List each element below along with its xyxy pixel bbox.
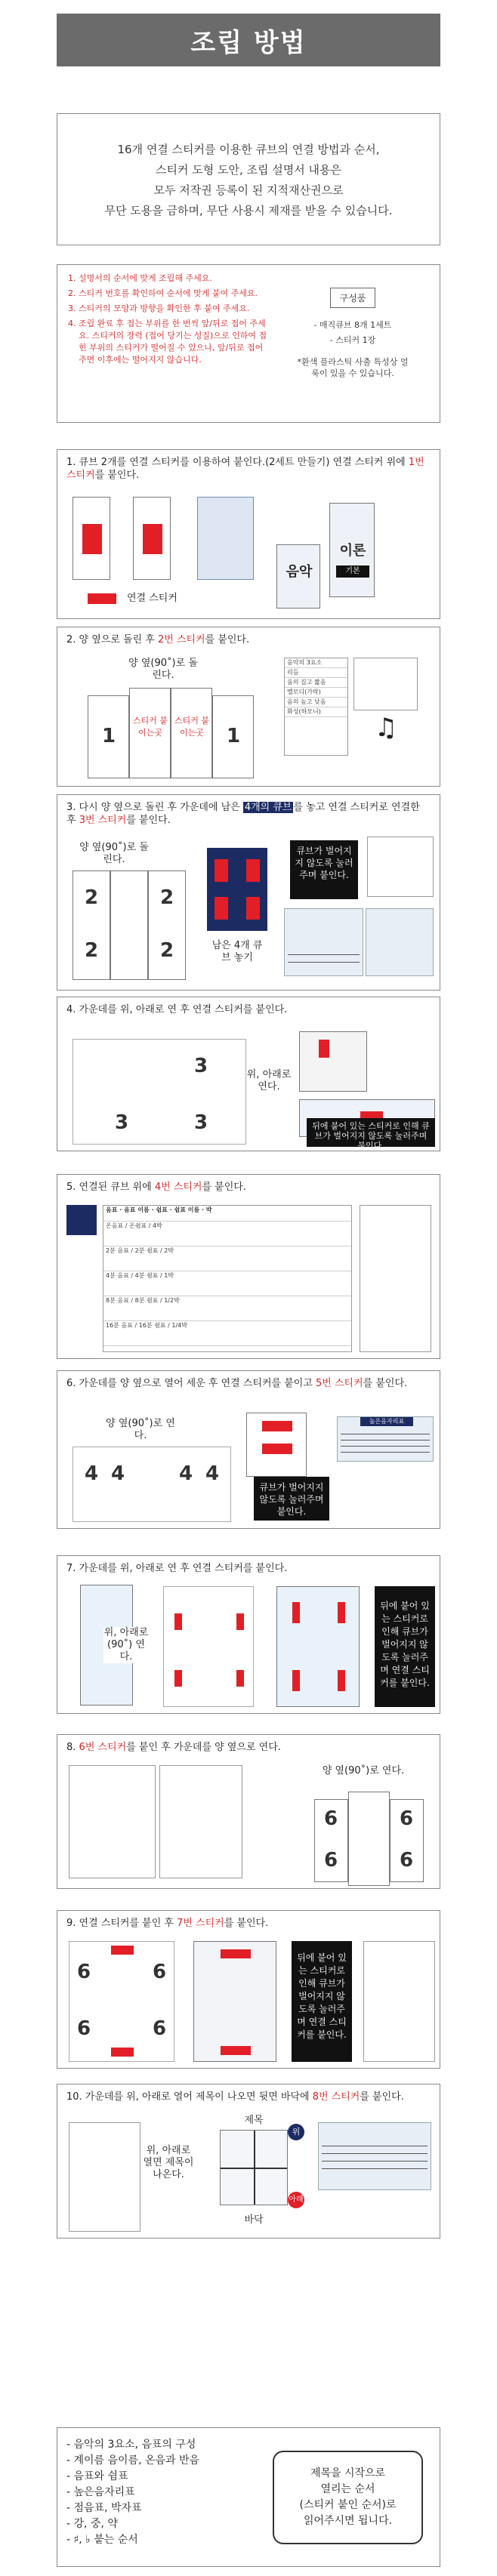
step-title — [66, 1181, 432, 1194]
cube-block — [207, 848, 267, 931]
sticker-sheet-preview — [197, 497, 254, 580]
reading-line: 제목을 시작으로 — [310, 2467, 386, 2479]
legend-label: 연결 스티커 — [127, 593, 178, 604]
sticker-number: 3번 스티커 — [79, 815, 127, 826]
step-title-text: 를 붙인다. — [126, 815, 171, 826]
step-title — [66, 456, 432, 482]
sticker-panel — [129, 688, 171, 778]
step-title-text: 를 붙인다. — [205, 634, 250, 646]
warning-box: 뒤에 붙어 있는 스티커로 인해 큐브가 벌어지지 않도록 눌러주며 연결 스티커를 붙인다. — [292, 1941, 352, 2062]
step-title — [66, 633, 432, 646]
step-number: 6 — [77, 1961, 91, 1983]
cover-label: 음악 — [286, 564, 313, 580]
note-name: 8분 음표 — [106, 1297, 129, 1304]
topic-item: - 계이름 음이름, 온음과 반음 — [66, 2454, 200, 2467]
warning-box: 뒤에 붙어 있는 스티커로 인해 큐브가 벌어지지 않도록 눌러주며 연결 스티커를 붙인다. — [375, 1586, 435, 1707]
connect-sticker — [262, 1421, 292, 1431]
staff-line — [288, 962, 360, 963]
reading-line: 열리는 순서 — [320, 2483, 375, 2495]
beat-value: 1박 — [164, 1272, 174, 1279]
connect-sticker — [292, 1602, 300, 1623]
step-number: 6 — [324, 1849, 338, 1872]
step-title-text: 를 붙인 후 가운데를 양 옆으로 연다. — [126, 1742, 281, 1753]
connect-sticker — [221, 2046, 251, 2055]
table-row: 온음표 / 온쉼표 / 4박 — [103, 1222, 351, 1246]
topic-item: - 음표와 쉼표 — [66, 2470, 128, 2482]
open-label: 양 옆(90˚)로 연다. — [106, 1418, 175, 1441]
connect-sticker — [262, 1444, 292, 1454]
topic-item: - 점음표, 박자표 — [66, 2502, 142, 2514]
connect-sticker — [338, 1670, 345, 1691]
copyright-line: 16개 연결 스티커를 이용한 큐브의 연결 방법과 순서, — [117, 142, 380, 156]
step-number: 2 — [85, 886, 99, 909]
notes-rests-table — [103, 1205, 352, 1352]
step-number: 3 — [194, 1055, 208, 1077]
step-6 — [57, 1370, 440, 1529]
treble-clef-staff — [337, 1416, 434, 1462]
cube-preview — [299, 1031, 367, 1092]
rest-name: 16분 쉼표 — [138, 1322, 166, 1329]
unfolded-cube — [163, 1586, 254, 1707]
step-title-text: 를 붙인다. — [202, 1182, 246, 1193]
copyright-line: 무단 도용을 금하며, 무단 사용시 제재를 받을 수 있습니다. — [104, 203, 393, 217]
cover-label: 이론 — [339, 543, 366, 559]
page-title: 조립 방법 — [57, 14, 440, 66]
rest-name: 4분 쉼표 — [134, 1272, 159, 1279]
beat-value: 1/2박 — [164, 1297, 180, 1304]
cover-card-theory — [329, 503, 375, 597]
sticker-area-label: 스티커 붙이는곳 — [133, 716, 168, 738]
note-name: 2분 음표 — [106, 1247, 129, 1254]
connect-sticker — [111, 1946, 134, 1955]
rule-item: 3. 스티커의 모양과 방향을 확인한 후 붙여 주세요. — [79, 303, 267, 315]
staff-title: 높은음자리표 — [360, 1417, 413, 1426]
step-number: 3 — [194, 1111, 208, 1134]
open-label: 위, 아래로(90˚) 연다. — [103, 1627, 149, 1662]
sticker-panel — [171, 688, 212, 778]
sheet-row: 음의 높고 낮음 — [285, 698, 347, 707]
step-number: 1 — [102, 725, 116, 747]
sticker-3-sheet — [367, 837, 434, 897]
assembly-notice — [57, 264, 440, 423]
sticker-number: 8번 스티커 — [312, 2091, 360, 2103]
open-label: 위, 아래로 연다. — [246, 1069, 292, 1092]
connect-sticker — [319, 1040, 329, 1058]
step-4 — [57, 997, 440, 1151]
connect-sticker — [236, 1670, 244, 1687]
step-number: 2 — [160, 939, 174, 962]
beat-value: 2박 — [164, 1247, 174, 1254]
connect-sticker — [236, 1613, 244, 1630]
cube-panel — [390, 1799, 424, 1882]
staff-line — [322, 2161, 428, 2162]
step-title-text: 1. 큐브 2개를 연결 스티커를 이용하여 붙인다.(2세트 만들기) 연결 스티커 위에 — [66, 457, 409, 468]
sticker-number: 6번 스티커 — [79, 1742, 127, 1753]
warning-box: 큐브가 벌어지지 않도록 눌러주며 붙인다. — [290, 840, 358, 899]
connect-sticker — [221, 1949, 251, 1958]
open-label: 위, 아래로 열면 제목이 나온다. — [143, 2145, 194, 2180]
component-item: - 매직큐브 8개 1세트 — [313, 320, 392, 330]
step-title — [66, 1917, 432, 1930]
table-header-row: 음표 · 음표 이름 · 쉼표 · 쉼표 이름 · 박 — [103, 1206, 351, 1222]
legend-swatch — [88, 593, 116, 604]
solfege-diagram — [366, 908, 434, 976]
warning-box: 큐브가 벌어지지 않도록 눌러주며 붙인다. — [254, 1477, 329, 1521]
table-row: 8분 음표 / 8분 쉼표 / 1/2박 — [103, 1296, 351, 1321]
up-badge: 위 — [288, 2124, 304, 2140]
cube-panel — [110, 870, 148, 980]
cube-card — [133, 497, 171, 580]
top-label: 제목 — [244, 2115, 264, 2126]
step-1 — [57, 449, 440, 619]
sticker-6-sheet — [69, 1765, 156, 1878]
connect-sticker — [215, 897, 228, 920]
table-header: 쉼표 — [156, 1206, 168, 1213]
note-name: 온음표 — [106, 1222, 124, 1229]
staff-line — [341, 1440, 430, 1441]
beat-value: 1/4박 — [171, 1322, 188, 1329]
piano-keys-diagram — [284, 908, 363, 976]
copyright-notice — [57, 113, 440, 245]
cube-photo — [80, 1585, 149, 1706]
sticker-number: 4번 스티커 — [154, 1182, 202, 1193]
connect-sticker — [292, 1670, 300, 1691]
sharp-flat-staff — [318, 2122, 431, 2190]
table-row: 2분 음표 / 2분 쉼표 / 2박 — [103, 1246, 351, 1271]
rule-item: 4. 조립 완료 후 접는 부위를 한 번씩 앞/뒤로 접어 주세요. 스티커의 장력 (접어 당기는 성질)으로 인하여 접힌 부위의 스티커가 떨어질 수 있으나, 앞/뒤로 접어주면 이후에는 떨어지지 않습니다. — [79, 318, 267, 366]
table-badge — [66, 1205, 97, 1235]
step-8 — [57, 1734, 440, 1889]
connect-sticker — [174, 1670, 182, 1687]
step-title-text: 8. — [66, 1742, 79, 1753]
step-title-text: 를 붙인다. — [224, 1918, 269, 1929]
connect-sticker — [143, 524, 162, 554]
sheet-row: 리듬 — [285, 668, 347, 678]
note-name: 4분 음표 — [106, 1272, 129, 1279]
step-title-text: 9. 연결 스티커를 붙인 후 — [66, 1918, 178, 1929]
topic-item: - ♯, ♭ 붙는 순서 — [66, 2534, 138, 2546]
staff-line — [341, 1446, 430, 1447]
step-title-text: 3. 다시 양 옆으로 돌린 후 가운데에 남은 — [66, 802, 243, 813]
step-title-text: 10. 가운데를 위, 아래로 열어 제목이 나오면 뒷면 바닥에 — [66, 2091, 313, 2103]
unfolded-cube — [73, 1447, 231, 1522]
components-header: 구성품 — [330, 288, 376, 308]
step-number: 6 — [400, 1849, 414, 1872]
fold-line — [254, 2131, 255, 2205]
step-number: 6 — [77, 2017, 91, 2040]
highlight-text: 4개의 큐브 — [244, 802, 292, 813]
cube-panel — [148, 870, 186, 980]
table-row: 16분 음표 / 16분 쉼표 / 1/4박 — [103, 1321, 351, 1346]
connect-sticker — [215, 859, 228, 882]
connect-sticker — [246, 859, 260, 882]
sticker-8-sheet — [69, 2122, 140, 2232]
step-7 — [57, 1555, 440, 1714]
components-panel — [296, 288, 409, 379]
step-2 — [57, 627, 440, 787]
sheet-row: 음의 길고 짧음 — [285, 678, 347, 688]
cube-panel — [212, 695, 254, 778]
step-title — [66, 2091, 432, 2103]
copyright-line: 스티커 도형 도안, 조립 설명서 내용은 — [156, 162, 341, 177]
step-number: 6 — [324, 1807, 338, 1830]
warning-box: 뒤에 붙어 있는 스티커로 인해 큐브가 벌어지지 않도록 눌러주며 붙인다. — [307, 1118, 435, 1147]
step-number: 2 — [160, 886, 174, 909]
sheet-row: 멜로디(가락) — [285, 688, 347, 698]
beat-value: 4박 — [152, 1222, 162, 1229]
topic-item: - 음악의 3요소, 음표의 구성 — [66, 2439, 196, 2451]
sheet-row: 화성(하모니) — [285, 707, 347, 717]
step-title: 4. 가운데를 위, 아래로 연 후 연결 스티커를 붙인다. — [66, 1004, 288, 1015]
connect-sticker — [338, 1602, 345, 1623]
connect-sticker — [111, 2048, 134, 2057]
cube-photo — [276, 1586, 360, 1707]
table-row: 4분 음표 / 4분 쉼표 / 1박 — [103, 1271, 351, 1296]
step-5 — [57, 1174, 440, 1359]
rule-item: 1. 설명서의 순서에 맞게 조립해 주세요. — [79, 273, 267, 285]
staff-line — [288, 954, 360, 955]
sticker-number: 5번 스티커 — [316, 1378, 363, 1389]
sticker-number: 2번 스티커 — [157, 634, 205, 646]
place-cubes-label: 남은 4개 큐브 놓기 — [211, 940, 263, 963]
topic-item: - 높은음자리표 — [66, 2486, 135, 2498]
reading-line: 읽어주시면 됩니다. — [303, 2515, 393, 2527]
step-number: 4 — [111, 1462, 125, 1485]
step-title — [66, 1377, 432, 1390]
turn-label: 양 옆(90˚)로 돌린다. — [79, 842, 149, 865]
cover-sub-label: 기본 — [336, 565, 369, 578]
components-note: *환색 플라스틱 사출 특성상 얼룩이 있을 수 있습니다. — [297, 357, 409, 378]
step-title — [66, 801, 432, 827]
step-title-text: 를 붙인다. — [94, 470, 140, 481]
step-title-text: 5. 연결된 큐브 위에 — [66, 1182, 155, 1193]
cube-preview — [246, 1413, 307, 1477]
copyright-line: 모두 저작권 등록이 된 지적재산권으로 — [153, 183, 344, 197]
rest-name: 2분 쉼표 — [134, 1247, 159, 1254]
sticker-2-sheet-b — [353, 658, 418, 710]
step-number: 4 — [85, 1462, 99, 1485]
step-10 — [57, 2084, 440, 2239]
sheet-row: 음악의 3요소 — [285, 658, 347, 668]
rest-name: 8분 쉼표 — [134, 1297, 159, 1304]
sticker-2-sheet — [284, 658, 348, 756]
cube-card — [73, 497, 110, 580]
step-title-text: 6. 가운데를 양 옆으로 열어 세운 후 연결 스티커를 붙이고 — [66, 1378, 316, 1389]
table-header: 쉼표 이름 — [174, 1206, 200, 1213]
step-title-text: 를 붙인다. — [360, 2091, 404, 2103]
step-number: 3 — [115, 1111, 129, 1134]
step-number: 4 — [205, 1462, 220, 1485]
unfolded-cube — [73, 1039, 246, 1145]
staff-line — [322, 2153, 428, 2154]
connect-sticker — [82, 524, 102, 554]
step-number: 6 — [400, 1807, 414, 1830]
topic-item: - 강, 중, 약 — [66, 2518, 118, 2530]
table-header: 음표 — [106, 1206, 118, 1213]
step-title-text: 를 놓고 연결 스티커로 연결한 후 — [66, 802, 420, 826]
step-number: 2 — [85, 939, 99, 962]
step-9 — [57, 1910, 440, 2069]
down-badge: 아래 — [288, 2192, 304, 2208]
cube-panel — [348, 1792, 390, 1886]
step-number: 6 — [153, 1961, 167, 1983]
sticker-6-sheet-b — [159, 1765, 242, 1878]
step-number: 4 — [179, 1462, 193, 1485]
open-label: 양 옆(90˚)로 연다. — [322, 1765, 405, 1776]
staff-line — [341, 1452, 430, 1453]
contents-summary — [57, 2427, 440, 2567]
note-symbols-sheet — [360, 1205, 431, 1352]
step-title-text: 2. 양 옆으로 돌린 후 — [66, 634, 158, 646]
sticker-number: 1번 스티커 — [66, 457, 424, 481]
cube-panel — [73, 870, 110, 980]
reading-line: (스티커 붙인 순서)로 — [299, 2499, 397, 2511]
reading-order-box — [273, 2451, 423, 2544]
note-name: 16분 음표 — [106, 1322, 133, 1329]
bottom-label: 바닥 — [244, 2214, 264, 2226]
rule-item: 2. 스티커 번호를 확인하여 순서에 맞게 붙여 주세요. — [79, 288, 267, 300]
step-number: 6 — [153, 2017, 167, 2040]
rest-name: 온쉼표 — [128, 1222, 147, 1229]
turn-label: 양 옆(90˚)로 돌린다. — [128, 658, 198, 681]
step-3 — [57, 794, 440, 991]
cube-panel — [314, 1799, 348, 1882]
cover-card-music — [276, 544, 320, 609]
unfolded-cube — [69, 1941, 174, 2062]
step-number: 1 — [227, 725, 241, 747]
component-item: - 스티커 1장 — [329, 335, 376, 345]
sticker-area-label: 스티커 붙이는곳 — [174, 716, 210, 738]
step-title-text: 를 붙인다. — [363, 1378, 408, 1389]
cube-photo — [193, 1941, 276, 2062]
opened-cube — [220, 2130, 288, 2205]
eighth-notes-icon: ♫ — [374, 713, 398, 743]
connect-sticker — [246, 897, 260, 920]
topic-list — [66, 2437, 199, 2548]
table-header: 박 — [205, 1206, 212, 1213]
table-header: 음표 이름 — [124, 1206, 150, 1213]
sticker-number: 7번 스티커 — [177, 1918, 224, 1929]
sticker-7-sheet — [363, 1941, 435, 2062]
staff-line — [322, 2168, 428, 2169]
connect-sticker — [174, 1613, 182, 1630]
rules-list — [65, 273, 267, 369]
step-title: 7. 가운데를 위, 아래로 연 후 연결 스티커를 붙인다. — [66, 1563, 288, 1574]
step-title — [66, 1741, 432, 1754]
cube-panel — [88, 695, 129, 778]
